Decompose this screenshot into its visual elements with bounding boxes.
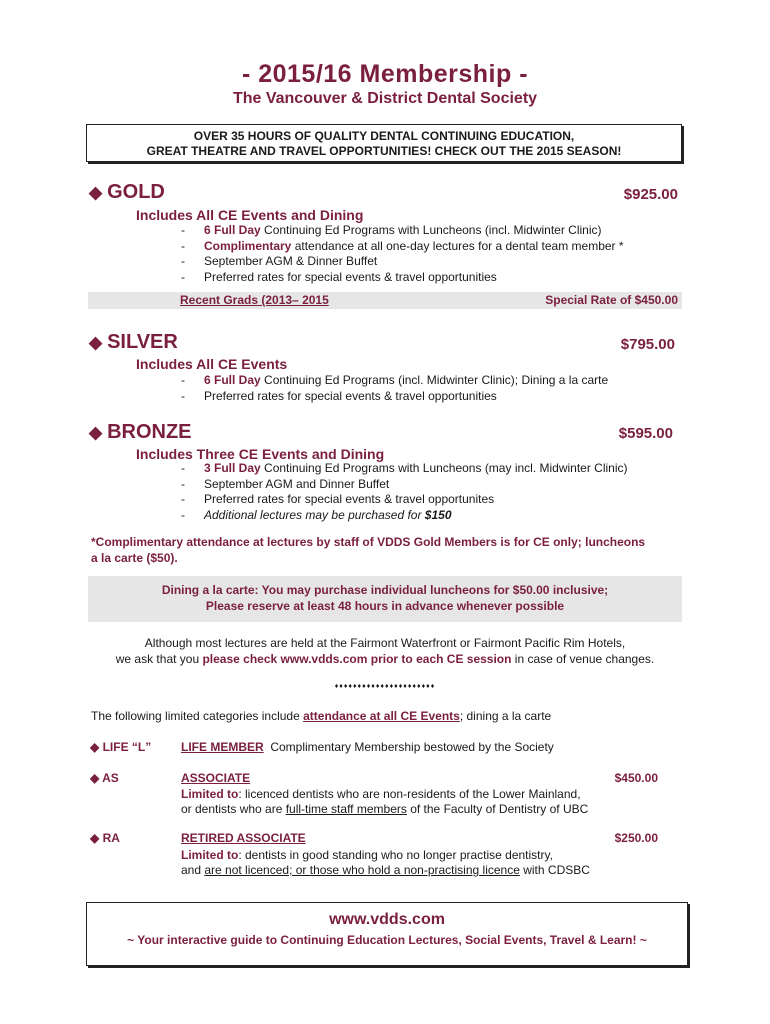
diamond-icon: ◆ xyxy=(89,183,103,202)
list-item: - September AGM and Dinner Buffet xyxy=(181,476,390,491)
ra-category-name: RETIRED ASSOCIATE xyxy=(181,831,306,845)
diamond-icon: ◆ xyxy=(90,831,100,845)
gold-tier-title xyxy=(89,181,165,204)
gold-items xyxy=(181,223,624,285)
bronze-tier-title xyxy=(89,421,192,444)
dining-box: Dining a la carte: You may purchase individual luncheons for $50.00 inclusive; Please reserve at least 48 hours in advance whenever possible xyxy=(88,576,682,622)
life-category: LIFE MEMBER Complimentary Membership bestowed by the Society xyxy=(181,740,554,754)
complimentary-note: *Complimentary attendance at lectures by staff of VDDS Gold Members is for CE only; luncheons a la carte ($50). xyxy=(91,535,646,565)
gold-includes: Includes All CE Events and Dining xyxy=(136,207,364,223)
diamond-icon: ◆ xyxy=(89,333,103,352)
list-item: - 6 Full Day Continuing Ed Programs with Luncheons (incl. Midwinter Clinic) xyxy=(181,223,602,237)
recent-grads-rate: Special Rate of $450.00 xyxy=(545,293,678,307)
silver-items xyxy=(181,373,608,404)
as-limited-line-1: Limited to: licenced dentists who are non-residents of the Lower Mainland, xyxy=(181,787,581,801)
as-category-code: ◆ AS xyxy=(90,771,119,785)
limited-categories-intro: The following limited categories include attendance at all CE Events; dining a la carte xyxy=(91,709,552,723)
gold-price: $925.00 xyxy=(623,186,678,203)
list-item: - September AGM & Dinner Buffet xyxy=(181,254,378,268)
as-limited-line-2: or dentists who are full-time staff members of the Faculty of Dentistry of UBC xyxy=(181,802,589,816)
list-item: - 6 Full Day Continuing Ed Programs (incl. Midwinter Clinic); Dining a la carte xyxy=(181,373,609,387)
as-price: $450.00 xyxy=(614,771,658,785)
website-link[interactable]: www.vdds.com xyxy=(329,911,445,928)
website-box xyxy=(86,902,688,966)
silver-price: $795.00 xyxy=(620,336,675,353)
recent-grads-bar xyxy=(88,292,682,309)
recent-grads-label: Recent Grads (2013– 2015 xyxy=(180,293,329,307)
ra-limited-line-2: and are not licenced; or those who hold a non-practising licence with CDSBC xyxy=(181,863,590,877)
gold-tier-name: GOLD xyxy=(107,181,165,203)
diamond-icon: ◆ xyxy=(89,423,103,442)
bronze-items xyxy=(181,461,628,523)
promo-line-2: GREAT THEATRE AND TRAVEL OPPORTUNITIES! CHECK OUT THE 2015 SEASON! xyxy=(146,144,622,158)
silver-includes: Includes All CE Events xyxy=(136,356,288,372)
page-title: - 2015/16 Membership - xyxy=(241,60,529,88)
diamond-divider: ♦♦♦♦♦♦♦♦♦♦♦♦♦♦♦♦♦♦♦♦♦♦ xyxy=(334,683,436,690)
ra-price: $250.00 xyxy=(614,831,658,845)
as-category-name: ASSOCIATE xyxy=(181,771,251,785)
silver-tier-title xyxy=(89,331,178,354)
page-subtitle: The Vancouver & District Dental Society xyxy=(232,90,538,107)
promo-line-1: OVER 35 HOURS OF QUALITY DENTAL CONTINUING EDUCATION, xyxy=(193,129,575,143)
promo-box xyxy=(86,124,682,162)
venue-notice: Although most lectures are held at the Fairmont Waterfront or Fairmont Pacific Rim Hotels, we ask that you please check www.vdds.com prior to each CE session in case of venue changes. xyxy=(115,636,655,666)
bronze-price: $595.00 xyxy=(618,425,673,442)
bronze-tier-name: BRONZE xyxy=(107,421,192,443)
list-item: - Preferred rates for special events & travel opportunities xyxy=(181,269,497,284)
list-item: - 3 Full Day Continuing Ed Programs with Luncheons (may incl. Midwinter Clinic) xyxy=(181,461,628,475)
all-ce-events-link: attendance at all CE Events xyxy=(303,709,460,723)
life-category-code: ◆ LIFE “L” xyxy=(90,740,152,754)
check-website-link[interactable]: please check www.vdds.com prior to each CE session xyxy=(202,652,512,666)
list-item: - Complimentary attendance at all one-day lectures for a dental team member * xyxy=(181,238,624,253)
ra-limited-line-1: Limited to: dentists in good standing who no longer practise dentistry, xyxy=(181,848,553,862)
diamond-icon: ◆ xyxy=(90,740,100,754)
ra-category-code: ◆ RA xyxy=(90,831,120,845)
list-item: - Additional lectures may be purchased for $150 xyxy=(181,507,452,522)
list-item: - Preferred rates for special events & travel opportunites xyxy=(181,492,495,506)
website-tagline: ~ Your interactive guide to Continuing Education Lectures, Social Events, Travel & Learn! ~ xyxy=(127,933,647,947)
diamond-icon: ◆ xyxy=(90,771,100,785)
silver-tier-name: SILVER xyxy=(107,331,178,353)
list-item: - Preferred rates for special events & travel opportunities xyxy=(181,388,497,403)
bronze-includes: Includes Three CE Events and Dining xyxy=(136,446,385,462)
